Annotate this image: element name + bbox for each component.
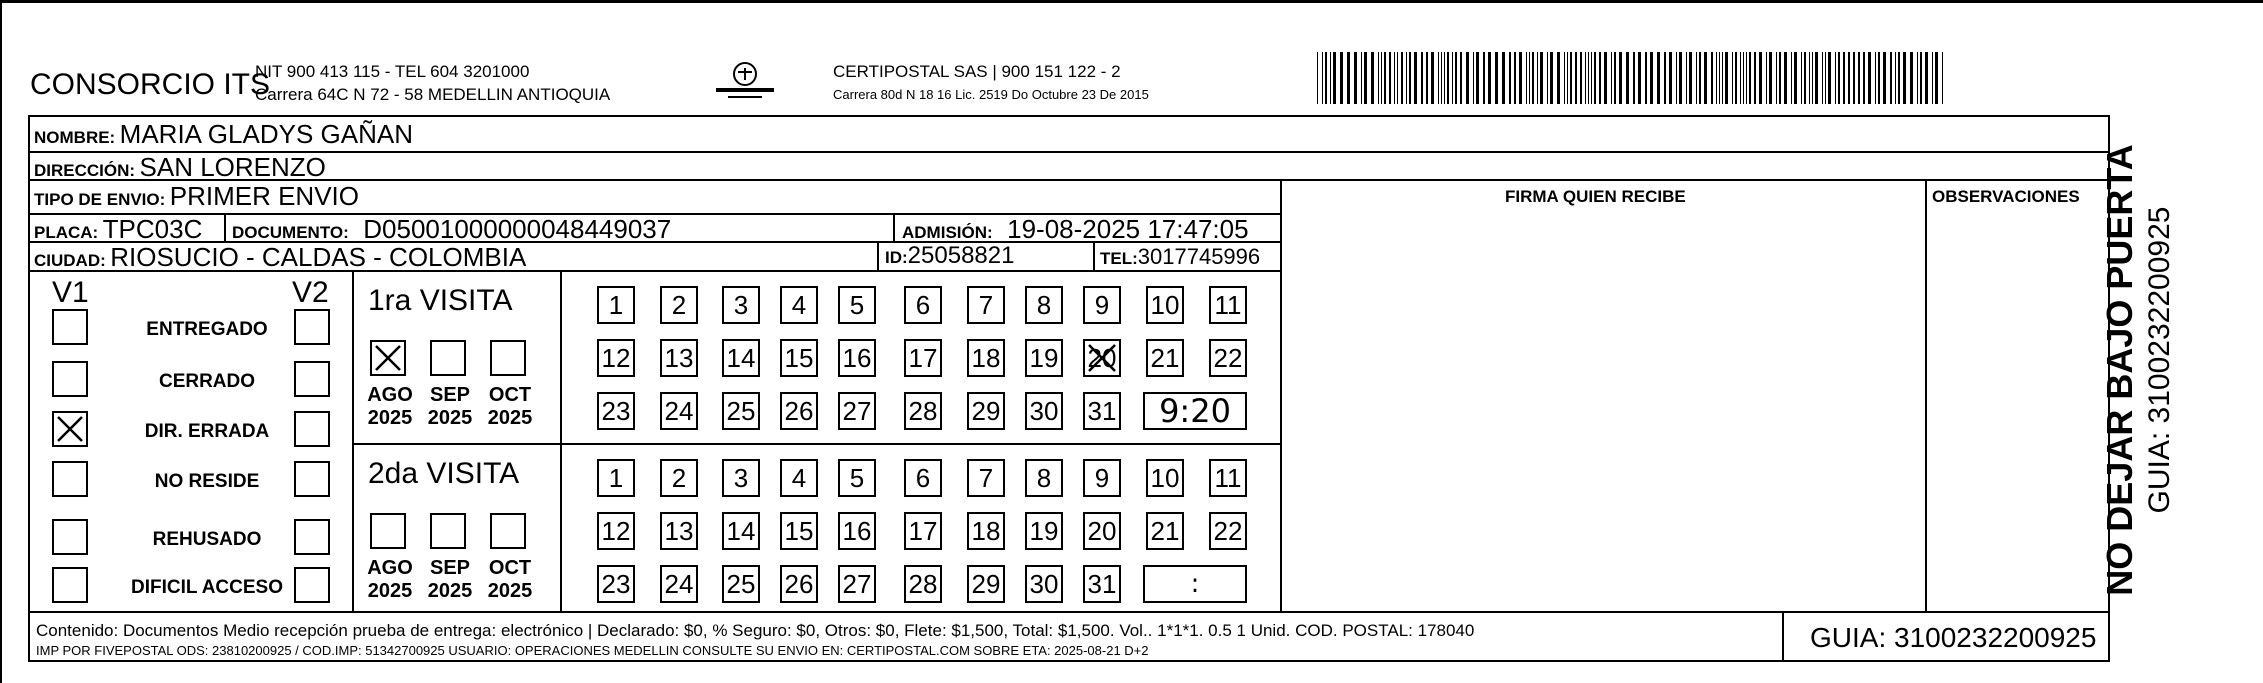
placa-row [34, 216, 202, 242]
barcode-bar [1838, 52, 1840, 104]
month-year: 2025 [487, 580, 533, 602]
barcode-bar [1452, 52, 1453, 104]
barcode-bar [1599, 52, 1601, 104]
barcode-bar [1791, 52, 1792, 104]
day-box[interactable]: 5 [838, 286, 876, 324]
barcode-bar [1895, 52, 1896, 104]
barcode-bar [1488, 52, 1491, 104]
status-label: ENTREGADO [146, 319, 268, 340]
barcode-bar [1325, 52, 1327, 104]
documento-row [232, 216, 671, 242]
company-address: Carrera 64C N 72 - 58 MEDELLIN ANTIOQUIA [255, 85, 611, 104]
barcode-bar [1657, 52, 1660, 104]
v2-checkbox[interactable] [294, 309, 330, 345]
v1-checkbox[interactable] [52, 309, 88, 345]
admision-row [902, 216, 1249, 242]
barcode-bar [1828, 52, 1831, 104]
documento-value: D05001000000048449037 [363, 214, 672, 244]
month-year: 2025 [367, 580, 413, 602]
day-box[interactable]: 30 [1025, 392, 1063, 430]
v1-checkbox[interactable] [52, 461, 88, 497]
barcode-bar [1794, 52, 1797, 104]
barcode-bar [1942, 52, 1943, 104]
day-box[interactable]: 20 [1083, 339, 1121, 377]
barcode-bar [1725, 52, 1728, 104]
tipo-label: TIPO DE ENVIO: [34, 190, 166, 209]
visit-title: 1ra VISITA [368, 284, 513, 317]
day-box[interactable]: 26 [780, 392, 818, 430]
id-label: ID: [885, 248, 908, 267]
barcode-bar [1878, 52, 1880, 104]
barcode-bar [1835, 52, 1836, 104]
day-box[interactable]: 19 [1025, 512, 1063, 550]
barcode-bar [1766, 52, 1767, 104]
footer-line2: IMP POR FIVEPOSTAL ODS: 23810200925 / COD.IMP: 51342700925 USUARIO: OPERACIONES MEDELLIN CONSULTE SU ENVIO EN: CERTIPOSTAL.COM SOBRE ETA: 2025-08-21 D+2 [36, 643, 1149, 658]
v1-checkbox[interactable] [52, 361, 88, 397]
barcode-bar [1431, 52, 1434, 104]
barcode-bar [1903, 52, 1906, 104]
barcode-bar [1378, 52, 1379, 104]
barcode-bar [1868, 52, 1871, 104]
day-box[interactable]: 15 [780, 339, 818, 377]
day-box[interactable]: 31 [1083, 565, 1121, 603]
placa-label: PLACA: [34, 223, 99, 242]
month-checkbox[interactable] [490, 340, 526, 376]
status-label: DIFICIL ACCESO [130, 577, 283, 598]
month-name: AGO [367, 557, 413, 579]
firma-label: FIRMA QUIEN RECIBE [1505, 187, 1686, 206]
barcode-bar [1932, 52, 1933, 104]
day-box[interactable]: 12 [597, 339, 635, 377]
barcode-bar [1754, 52, 1756, 104]
barcode-bar [1686, 52, 1687, 104]
page-left-edge [0, 0, 2, 683]
month-label [420, 384, 480, 430]
nombre-value: MARIA GLADYS GAÑAN [119, 119, 413, 149]
barcode-bar [1580, 52, 1582, 104]
direccion-value: SAN LORENZO [139, 152, 326, 182]
direccion-row [34, 154, 326, 180]
barcode-bar [1719, 52, 1720, 104]
barcode-bar [1519, 52, 1522, 104]
barcode-bar [1526, 52, 1527, 104]
v2-checkbox[interactable] [294, 461, 330, 497]
barcode-bar [1438, 52, 1439, 104]
v1-checkbox[interactable] [52, 411, 88, 447]
day-box[interactable]: 16 [838, 512, 876, 550]
barcode-bar [1890, 52, 1892, 104]
barcode-bar [1406, 52, 1407, 104]
barcode-bar [1570, 52, 1572, 104]
day-box[interactable]: 6 [904, 459, 942, 497]
month-checkbox[interactable] [430, 340, 466, 376]
day-box[interactable]: 30 [1025, 565, 1063, 603]
day-box[interactable]: 17 [904, 339, 942, 377]
documento-label: DOCUMENTO: [232, 223, 349, 242]
day-box[interactable]: 10 [1146, 459, 1184, 497]
barcode-bar [1384, 52, 1386, 104]
day-box[interactable]: 13 [660, 339, 698, 377]
col-line [1280, 179, 1282, 611]
day-box[interactable]: 23 [597, 565, 635, 603]
barcode-bar [1676, 52, 1677, 104]
barcode [1313, 52, 1953, 104]
day-box[interactable]: 29 [967, 392, 1005, 430]
barcode-bar [1444, 52, 1445, 104]
barcode-bar [1711, 52, 1713, 104]
status-label: DIR. ERRADA [144, 421, 270, 442]
day-box[interactable]: 2 [660, 286, 698, 324]
day-box[interactable]: 11 [1209, 459, 1247, 497]
month-checkbox[interactable] [370, 340, 406, 376]
day-box[interactable]: 22 [1209, 339, 1247, 377]
month-checkbox[interactable] [490, 513, 526, 549]
month-year: 2025 [367, 407, 413, 429]
barcode-bar [1910, 52, 1913, 104]
barcode-bar [1804, 52, 1806, 104]
barcode-bar [1441, 52, 1442, 104]
barcode-bar [1769, 52, 1772, 104]
day-box[interactable]: 27 [838, 392, 876, 430]
visit-divider [352, 443, 1280, 445]
day-box[interactable]: 25 [722, 392, 760, 430]
month-label [420, 557, 480, 603]
day-box[interactable]: 12 [597, 512, 635, 550]
day-box[interactable]: 4 [780, 286, 818, 324]
v1-checkbox[interactable] [52, 519, 88, 555]
barcode-bar [1460, 52, 1462, 104]
barcode-bar [1898, 52, 1900, 104]
day-box[interactable]: 5 [838, 459, 876, 497]
barcode-bar [1317, 52, 1318, 104]
barcode-bar [1917, 52, 1918, 104]
barcode-bar [1749, 52, 1751, 104]
id-row [885, 244, 1014, 268]
carrier-address: Carrera 80d N 18 16 Lic. 2519 Do Octubre 23 De 2015 [833, 87, 1149, 102]
day-box[interactable]: 24 [660, 392, 698, 430]
barcode-bar [1669, 52, 1672, 104]
barcode-bar [1759, 52, 1762, 104]
barcode-bar [1495, 52, 1498, 104]
barcode-bar [1740, 52, 1741, 104]
barcode-bar [1483, 52, 1485, 104]
day-box[interactable]: 17 [904, 512, 942, 550]
barcode-bar [1371, 52, 1374, 104]
day-box[interactable]: 3 [722, 459, 760, 497]
month-checkbox[interactable] [370, 513, 406, 549]
barcode-bar [1322, 52, 1323, 104]
barcode-bar [1414, 52, 1417, 104]
day-box[interactable]: 8 [1025, 286, 1063, 324]
tel-value: 3017745996 [1137, 244, 1261, 269]
carrier-logo [710, 56, 780, 106]
barcode-bar [1784, 52, 1787, 104]
day-box[interactable]: 11 [1209, 286, 1247, 324]
col-line [224, 213, 226, 241]
day-box[interactable]: 21 [1146, 512, 1184, 550]
barcode-bar [1696, 52, 1697, 104]
barcode-bar [1935, 52, 1938, 104]
row-line [28, 151, 2110, 153]
month-label [360, 384, 420, 430]
v1-checkbox[interactable] [52, 567, 88, 603]
barcode-bar [1364, 52, 1367, 104]
barcode-bar [1626, 52, 1629, 104]
month-name: AGO [367, 384, 413, 406]
barcode-bar [1529, 52, 1530, 104]
status-label: NO RESIDE [154, 471, 260, 492]
no-dejar-bajo-puerta: NO DEJAR BAJO PUERTA [2099, 144, 2140, 596]
barcode-bar [1604, 52, 1607, 104]
barcode-bar [1704, 52, 1707, 104]
barcode-bar [1409, 52, 1411, 104]
day-box[interactable]: 21 [1146, 339, 1184, 377]
day-box[interactable]: 20 [1083, 512, 1121, 550]
month-name: SEP [429, 557, 471, 579]
carrier-name: CERTIPOSTAL SAS | 900 151 122 - 2 [833, 62, 1121, 81]
barcode-bar [1585, 52, 1586, 104]
col-line [560, 270, 562, 611]
row-line [28, 611, 2110, 613]
col-line [352, 270, 354, 611]
col-line [1093, 241, 1095, 270]
month-label [480, 557, 540, 603]
ciudad-value: RIOSUCIO - CALDAS - COLOMBIA [110, 242, 527, 272]
barcode-bar [1822, 52, 1823, 104]
day-cross-mark [1085, 341, 1119, 375]
day-box[interactable]: 31 [1083, 392, 1121, 430]
month-year: 2025 [487, 407, 533, 429]
barcode-bar [1716, 52, 1717, 104]
day-box[interactable]: 7 [967, 286, 1005, 324]
barcode-bar [1743, 52, 1744, 104]
barcode-bar [1354, 52, 1357, 104]
barcode-bar [1361, 52, 1362, 104]
day-box[interactable]: 15 [780, 512, 818, 550]
day-box[interactable]: 14 [722, 339, 760, 377]
barcode-bar [1863, 52, 1865, 104]
barcode-bar [1664, 52, 1666, 104]
month-year: 2025 [427, 407, 473, 429]
barcode-bar [1699, 52, 1701, 104]
day-box[interactable]: 18 [967, 512, 1005, 550]
barcode-bar [1540, 52, 1543, 104]
barcode-bar [1567, 52, 1568, 104]
barcode-bar [1746, 52, 1747, 104]
barcode-bar [1722, 52, 1723, 104]
tipo-row [34, 183, 359, 209]
col-line [1925, 179, 1927, 611]
day-box[interactable]: 28 [904, 392, 942, 430]
barcode-bar [1340, 52, 1343, 104]
day-box[interactable]: 10 [1146, 286, 1184, 324]
barcode-bar [1815, 52, 1818, 104]
id-value: 25058821 [907, 242, 1015, 269]
barcode-bar [1347, 52, 1350, 104]
day-box[interactable]: 3 [722, 286, 760, 324]
barcode-bar [1689, 52, 1692, 104]
barcode-bar [1776, 52, 1777, 104]
day-box[interactable]: 16 [838, 339, 876, 377]
barcode-bar [1619, 52, 1622, 104]
admision-label: ADMISIÓN: [902, 223, 993, 242]
col-line [877, 241, 879, 270]
barcode-bar [1732, 52, 1733, 104]
day-box[interactable]: 27 [838, 565, 876, 603]
barcode-bar [1735, 52, 1737, 104]
barcode-bar [1426, 52, 1428, 104]
ciudad-label: CIUDAD: [34, 251, 106, 270]
month-name: SEP [429, 384, 471, 406]
day-box[interactable]: 22 [1209, 512, 1247, 550]
barcode-bar [1532, 52, 1534, 104]
barcode-bar [1591, 52, 1592, 104]
side-guia: GUIA: 3100232200925 [2143, 206, 2176, 514]
barcode-bar [1509, 52, 1511, 104]
day-box[interactable]: 25 [722, 565, 760, 603]
barcode-bar [1473, 52, 1474, 104]
day-box[interactable]: 9 [1083, 286, 1121, 324]
barcode-bar [1875, 52, 1876, 104]
footer-line1: Contenido: Documentos Medio recepción prueba de entrega: electrónico | Declarado: $0, % Seguro: $0, Otros: $0, Flete: $1,500, Total: $1,500. Vol.. 1*1*1. 0.5 1 Unid. COD. POSTAL: 178040 [36, 621, 1475, 640]
day-box[interactable]: 1 [597, 459, 635, 497]
day-box[interactable]: 6 [904, 286, 942, 324]
barcode-bar [1883, 52, 1886, 104]
barcode-bar [1421, 52, 1423, 104]
barcode-bar [1333, 52, 1336, 104]
barcode-bar [1920, 52, 1922, 104]
barcode-bar [1645, 52, 1647, 104]
day-box[interactable]: 8 [1025, 459, 1063, 497]
barcode-bar [1809, 52, 1810, 104]
barcode-bar [1394, 52, 1395, 104]
barcode-bar [1476, 52, 1479, 104]
day-box[interactable]: 14 [722, 512, 760, 550]
day-box[interactable]: 18 [967, 339, 1005, 377]
barcode-bar [1455, 52, 1457, 104]
barcode-bar [1848, 52, 1850, 104]
tipo-value: PRIMER ENVIO [169, 181, 359, 211]
company-name: CONSORCIO ITS [30, 68, 271, 101]
barcode-bar [1633, 52, 1635, 104]
v2-checkbox[interactable] [294, 411, 330, 447]
visit-time-box[interactable]: : [1143, 565, 1247, 603]
barcode-bar [1401, 52, 1403, 104]
month-label [360, 557, 420, 603]
tel-label: TEL: [1100, 249, 1138, 268]
v2-checkbox[interactable] [294, 567, 330, 603]
barcode-bar [1389, 52, 1391, 104]
month-label [480, 384, 540, 430]
ciudad-row [34, 244, 526, 270]
visit-time-box[interactable]: 9:20 [1143, 392, 1247, 430]
v2-label: V2 [292, 276, 329, 309]
barcode-bar [1514, 52, 1516, 104]
barcode-bar [1679, 52, 1682, 104]
day-box[interactable]: 13 [660, 512, 698, 550]
barcode-bar [1381, 52, 1382, 104]
col-line [1782, 611, 1784, 662]
admision-value: 19-08-2025 17:47:05 [1007, 214, 1249, 244]
barcode-bar [1588, 52, 1589, 104]
placa-value: TPC03C [102, 214, 203, 244]
day-box[interactable]: 28 [904, 565, 942, 603]
v2-checkbox[interactable] [294, 361, 330, 397]
barcode-bar [1537, 52, 1538, 104]
barcode-bar [1466, 52, 1469, 104]
barcode-bar [1812, 52, 1813, 104]
day-box[interactable]: 4 [780, 459, 818, 497]
nombre-row [34, 121, 413, 147]
status-label: CERRADO [158, 371, 256, 392]
tel-row [1100, 246, 1260, 268]
barcode-bar [1550, 52, 1553, 104]
barcode-bar [1779, 52, 1781, 104]
page-top-edge [0, 0, 2263, 3]
barcode-bar [1825, 52, 1826, 104]
month-name: OCT [488, 384, 532, 406]
barcode-bar [1564, 52, 1565, 104]
day-box[interactable]: 26 [780, 565, 818, 603]
day-box[interactable]: 9 [1083, 459, 1121, 497]
status-label: REHUSADO [152, 529, 262, 550]
nombre-label: NOMBRE: [34, 128, 116, 147]
footer-guia: GUIA: 3100232200925 [1810, 622, 2097, 653]
barcode-bar [1614, 52, 1616, 104]
barcode-bar [1611, 52, 1612, 104]
v1-label: V1 [52, 276, 89, 309]
day-box[interactable]: 23 [597, 392, 635, 430]
barcode-bar [1397, 52, 1398, 104]
visit-title: 2da VISITA [368, 457, 520, 490]
day-box[interactable]: 1 [597, 286, 635, 324]
barcode-bar [1858, 52, 1860, 104]
barcode-bar [1594, 52, 1596, 104]
barcode-bar [1447, 52, 1449, 104]
day-box[interactable]: 2 [660, 459, 698, 497]
v2-checkbox[interactable] [294, 519, 330, 555]
barcode-bar [1853, 52, 1855, 104]
barcode-bar [1638, 52, 1641, 104]
barcode-bar [1502, 52, 1505, 104]
barcode-bar [1801, 52, 1802, 104]
barcode-bar [1650, 52, 1653, 104]
barcode-bar [1330, 52, 1331, 104]
barcode-bar [1575, 52, 1577, 104]
day-box[interactable]: 24 [660, 565, 698, 603]
day-box[interactable]: 7 [967, 459, 1005, 497]
col-line [893, 213, 895, 241]
barcode-bar [1547, 52, 1548, 104]
direccion-label: DIRECCIÓN: [34, 161, 136, 180]
barcode-bar [1557, 52, 1560, 104]
month-checkbox[interactable] [430, 513, 466, 549]
day-box[interactable]: 29 [967, 565, 1005, 603]
barcode-bar [1925, 52, 1928, 104]
barcode-bar [1843, 52, 1845, 104]
month-year: 2025 [427, 580, 473, 602]
month-name: OCT [488, 557, 532, 579]
company-nit: NIT 900 413 115 - TEL 604 3201000 [255, 62, 530, 81]
observaciones-label: OBSERVACIONES [1932, 187, 2080, 206]
day-box[interactable]: 19 [1025, 339, 1063, 377]
